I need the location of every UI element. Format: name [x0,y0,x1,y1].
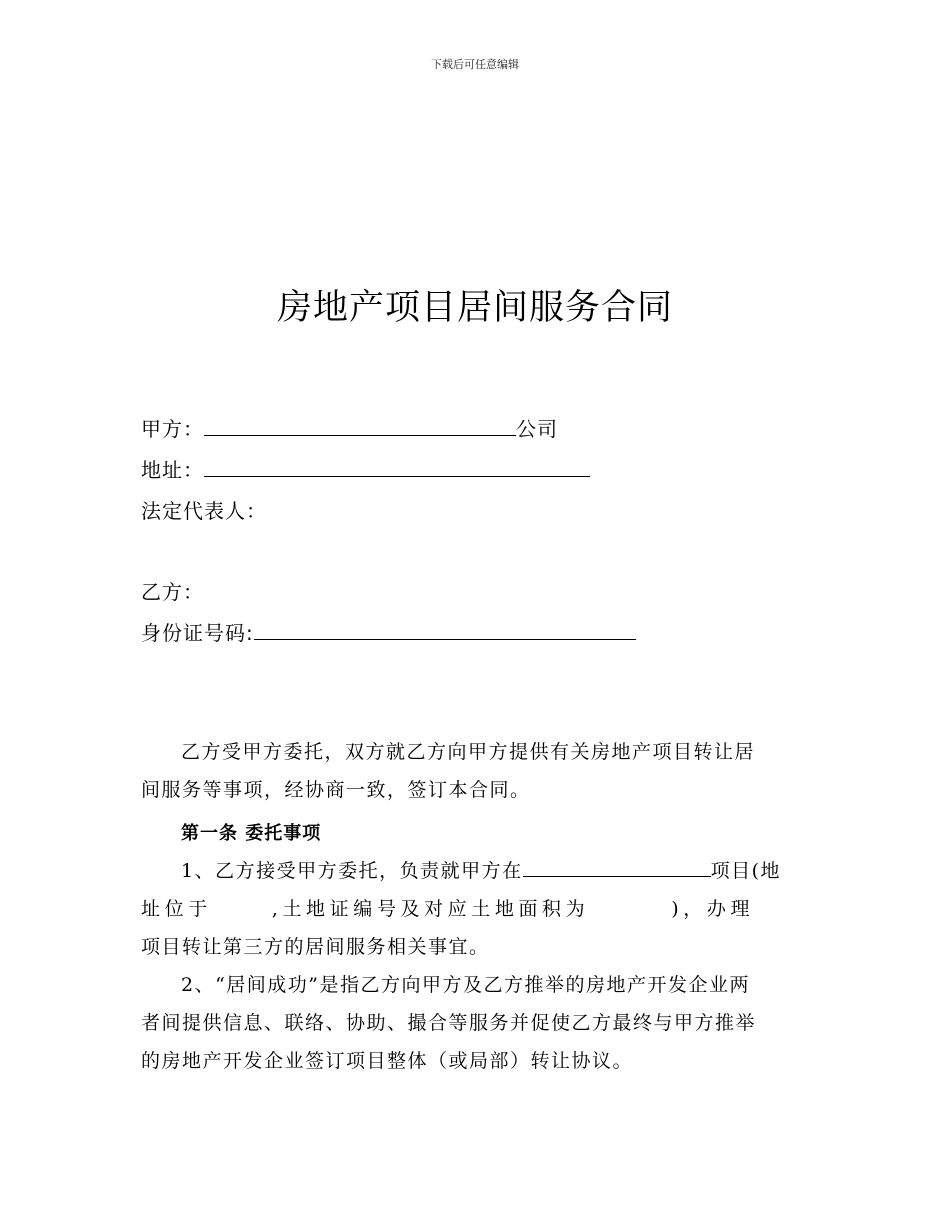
party-a-blank[interactable] [204,418,516,436]
header-note: 下载后可任意编辑 [431,58,519,71]
id-number-line [141,617,636,646]
address-label: 地址： [141,458,204,482]
id-number-blank[interactable] [254,622,636,640]
party-b-label: 乙方： [141,580,204,604]
article-1-title: 第一条 委托事项 [181,823,322,844]
document-title: 房地产项目居间服务合同 [276,288,673,328]
party-a-line [141,413,558,442]
intro-line-2: 间服务等事项，经协商一致，签订本合同。 [141,779,531,801]
address-line [141,454,590,483]
clause-2-line-3: 的房地产开发企业签订项目整体（或局部）转让协议。 [141,1050,634,1072]
clause-1-part-4: ,土地证编号及对应土地面积为 [271,898,590,920]
party-a-suffix: 公司 [516,417,558,441]
party-a-label: 甲方： [141,417,204,441]
legal-rep-label: 法定代表人： [141,499,267,523]
clause-1-part-3: 址位于 [141,898,212,920]
clause-2 [141,966,811,1080]
legal-rep-line [141,495,267,524]
clause-1-part-5: )，办理 [671,898,755,920]
intro-paragraph [141,733,811,809]
clause-2-line-2: 者间提供信息、联络、协助、撮合等服务并促使乙方最终与甲方推举 [141,1012,757,1034]
address-blank[interactable] [204,459,590,477]
project-name-blank[interactable] [523,854,711,877]
intro-line-1: 乙方受甲方委托，双方就乙方向甲方提供有关房地产项目转让居 [181,741,756,763]
clause-2-line-1: 2、“居间成功”是指乙方向甲方及乙方推举的房地产开发企业两 [181,974,751,996]
clause-1-line-2 [141,890,811,928]
clause-1-part-1: 1、乙方接受甲方委托，负责就甲方在 [181,860,523,882]
clause-1-line-3: 项目转让第三方的居间服务相关事宜。 [141,936,490,958]
clause-1-part-2: 项目(地 [710,860,782,882]
id-number-label: 身份证号码: [141,621,254,645]
clause-1 [141,852,811,966]
party-b-line [141,576,204,605]
clause-1-line-1 [141,852,811,890]
